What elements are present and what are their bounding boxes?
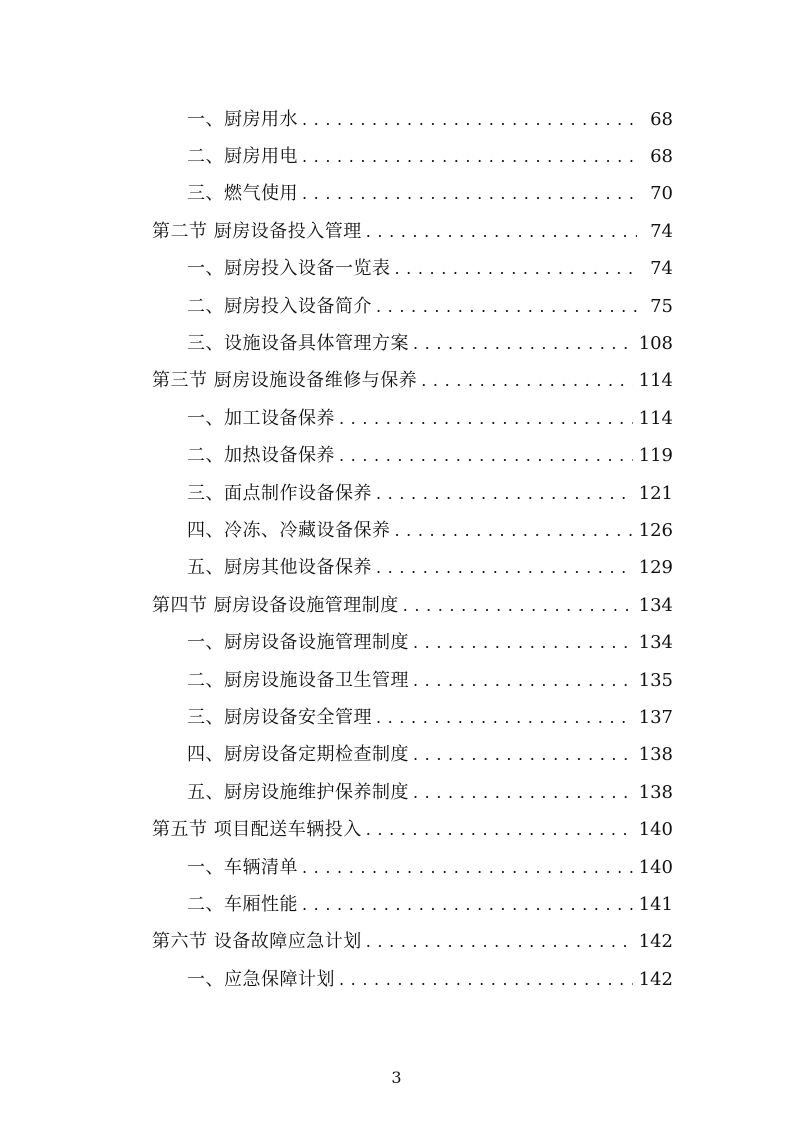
toc-entry[interactable] (0, 398, 793, 435)
toc-entry-page: 137 (638, 706, 673, 728)
toc-dot-leader (366, 820, 633, 839)
toc-dot-leader (376, 484, 633, 503)
toc-entry-label: 第四节 厨房设备设施管理制度 (152, 594, 399, 616)
toc-section-entry[interactable] (0, 361, 793, 398)
toc-entry-label: 二、车厢性能 (187, 893, 298, 915)
toc-entry[interactable] (0, 697, 793, 734)
toc-dot-leader (413, 633, 633, 652)
toc-entry-label: 第三节 厨房设施设备维修与保养 (152, 370, 418, 392)
toc-dot-leader (366, 932, 633, 951)
toc-entry[interactable] (0, 174, 793, 211)
toc-entry-label: 二、厨房用电 (187, 146, 298, 168)
toc-entry[interactable] (0, 436, 793, 473)
toc-dot-leader (395, 259, 638, 278)
toc-dot-leader (413, 783, 633, 802)
toc-entry-label: 二、厨房设施设备卫生管理 (187, 669, 409, 691)
toc-entry-page: 138 (638, 744, 673, 766)
toc-entry-label: 三、燃气使用 (187, 183, 298, 205)
toc-entry[interactable] (0, 286, 793, 323)
toc-entry-page: 68 (650, 146, 673, 168)
toc-entry-page: 70 (650, 183, 673, 205)
toc-entry-page: 134 (638, 594, 673, 616)
toc-dot-leader (302, 184, 637, 203)
toc-section-entry[interactable] (0, 809, 793, 846)
toc-entry-page: 119 (638, 445, 673, 467)
toc-entry-label: 五、厨房设施维护保养制度 (187, 781, 409, 803)
toc-entry[interactable] (0, 884, 793, 921)
toc-entry-page: 75 (650, 295, 673, 317)
toc-dot-leader (395, 521, 633, 540)
toc-entry-label: 三、设施设备具体管理方案 (187, 333, 409, 355)
toc-dot-leader (413, 334, 633, 353)
toc-entry-page: 140 (638, 856, 673, 878)
toc-entry-page: 68 (650, 108, 673, 130)
toc-entry-label: 三、面点制作设备保养 (187, 482, 372, 504)
toc-entry[interactable] (0, 548, 793, 585)
toc-entry[interactable] (0, 622, 793, 659)
toc-entry[interactable] (0, 510, 793, 547)
toc-entry-label: 五、厨房其他设备保养 (187, 557, 372, 579)
toc-dot-leader (413, 671, 633, 690)
toc-entry[interactable] (0, 772, 793, 809)
toc-entry-label: 四、厨房设备定期检查制度 (187, 744, 409, 766)
toc-entry[interactable] (0, 99, 793, 136)
toc-entry-label: 一、厨房用水 (187, 108, 298, 130)
toc-entry-label: 第六节 设备故障应急计划 (152, 931, 362, 953)
toc-entry-label: 一、厨房投入设备一览表 (187, 258, 391, 280)
toc-entry[interactable] (0, 847, 793, 884)
page-number: 3 (391, 1068, 402, 1087)
toc-dot-leader (403, 596, 633, 615)
toc-entry-page: 141 (638, 893, 673, 915)
toc-entry-page: 74 (650, 258, 673, 280)
toc-dot-leader (302, 895, 633, 914)
toc-entry-page: 135 (638, 669, 673, 691)
toc-entry-page: 129 (638, 557, 673, 579)
toc-entry-page: 126 (638, 519, 673, 541)
toc-entry-page: 114 (638, 407, 673, 429)
table-of-contents (0, 99, 793, 996)
toc-entry-page: 114 (638, 370, 673, 392)
toc-dot-leader (376, 708, 633, 727)
toc-entry[interactable] (0, 959, 793, 996)
toc-entry-page: 140 (638, 819, 673, 841)
toc-dot-leader (376, 558, 633, 577)
toc-entry[interactable] (0, 660, 793, 697)
toc-entry[interactable] (0, 323, 793, 360)
toc-entry-label: 一、厨房设备设施管理制度 (187, 632, 409, 654)
toc-entry-label: 二、厨房投入设备简介 (187, 295, 372, 317)
toc-entry-label: 第二节 厨房设备投入管理 (152, 220, 362, 242)
toc-section-entry[interactable] (0, 585, 793, 622)
toc-entry-page: 121 (638, 482, 673, 504)
toc-entry-label: 第五节 项目配送车辆投入 (152, 819, 362, 841)
toc-dot-leader (339, 970, 633, 989)
toc-entry-label: 一、加工设备保养 (187, 407, 335, 429)
toc-dot-leader (339, 446, 633, 465)
toc-entry-page: 142 (638, 931, 673, 953)
toc-entry[interactable] (0, 249, 793, 286)
toc-entry-label: 一、应急保障计划 (187, 968, 335, 990)
toc-section-entry[interactable] (0, 922, 793, 959)
toc-dot-leader (376, 297, 637, 316)
toc-section-entry[interactable] (0, 211, 793, 248)
toc-dot-leader (413, 745, 633, 764)
toc-dot-leader (339, 409, 633, 428)
toc-dot-leader (366, 222, 637, 241)
toc-entry-page: 138 (638, 781, 673, 803)
toc-entry-label: 一、车辆清单 (187, 856, 298, 878)
toc-entry-page: 108 (638, 333, 673, 355)
toc-entry[interactable] (0, 136, 793, 173)
toc-entry-label: 四、冷冻、冷藏设备保养 (187, 519, 391, 541)
toc-entry-page: 134 (638, 632, 673, 654)
toc-dot-leader (302, 110, 637, 129)
toc-entry-page: 142 (638, 968, 673, 990)
toc-entry-label: 三、厨房设备安全管理 (187, 706, 372, 728)
toc-entry[interactable] (0, 735, 793, 772)
toc-entry-page: 74 (650, 220, 673, 242)
toc-dot-leader (302, 147, 637, 166)
toc-entry[interactable] (0, 473, 793, 510)
toc-dot-leader (302, 858, 633, 877)
toc-entry-label: 二、加热设备保养 (187, 445, 335, 467)
toc-dot-leader (421, 371, 632, 390)
